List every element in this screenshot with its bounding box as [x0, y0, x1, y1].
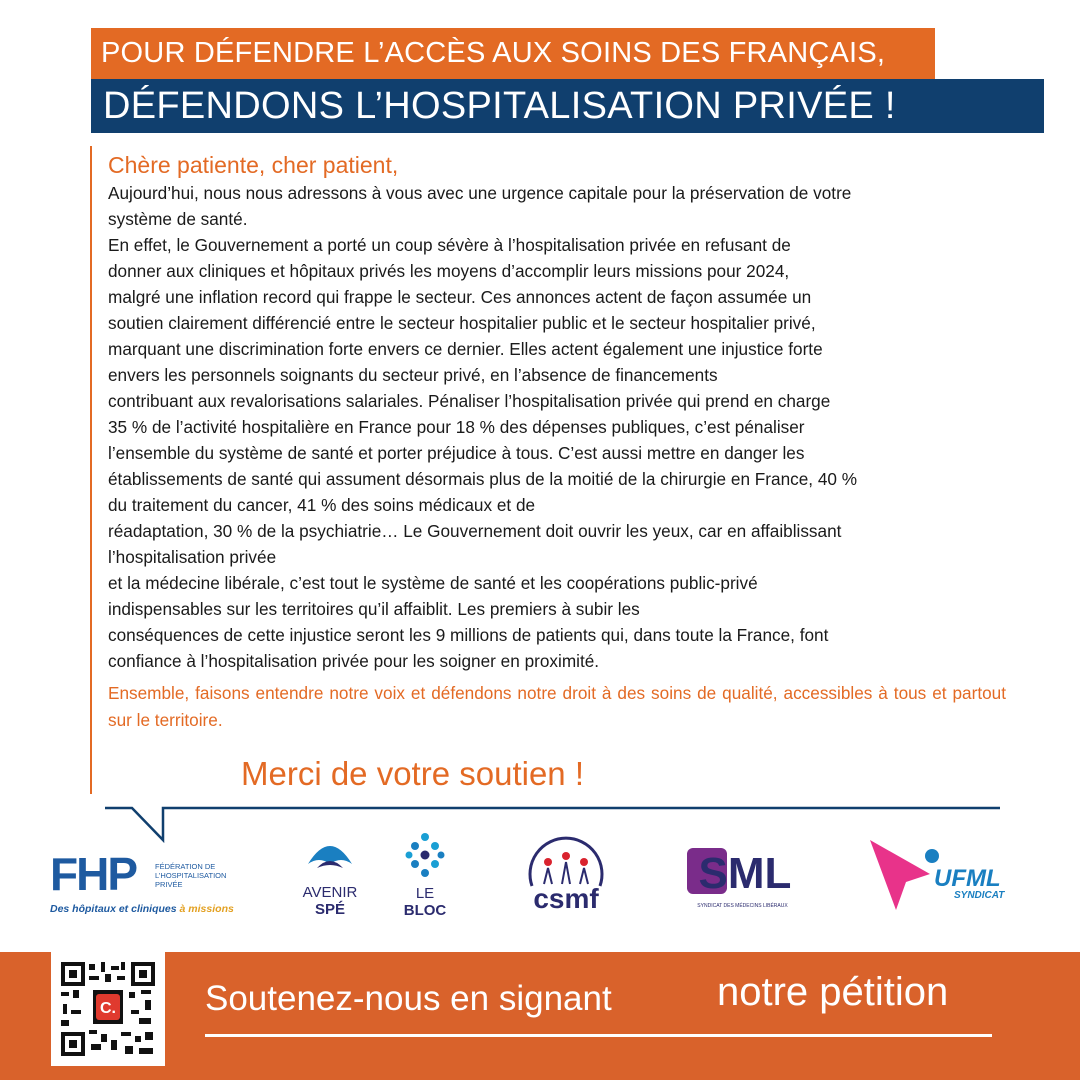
- qr-center-letter: C.: [100, 1000, 116, 1017]
- qr-code-icon: [59, 960, 157, 1058]
- le-bloc-logo: [395, 832, 455, 924]
- letter-line: réadaptation, 30 % de la psychiatrie… Le Gouvernement doit ouvrir les yeux, car en affaiblissant: [108, 521, 842, 541]
- partner-logos: [0, 820, 1080, 940]
- avenir-spe-emblem-icon: [305, 834, 355, 876]
- le-bloc-dots-icon: [403, 832, 447, 878]
- letter-line: marquant une discrimination forte envers ce dernier. Elles actent également une injustice forte: [108, 339, 823, 359]
- letter-line: l’ensemble du système de santé et porter préjudice à tous. C’est aussi mettre en danger les: [108, 443, 805, 463]
- avenir-line1: AVENIR: [302, 884, 358, 901]
- letter-line: Aujourd’hui, nous nous adressons à vous avec une urgence capitale pour la préservation de votre: [108, 183, 852, 203]
- ufml-text: UFML: [934, 865, 1001, 892]
- letter-line: et la médecine libérale, c’est tout le système de santé et les coopérations public-privé: [108, 573, 758, 593]
- petition-footer: [0, 952, 1080, 1080]
- letter-line: contribuant aux revalorisations salariales. Pénaliser l’hospitalisation privée qui prend en charge: [108, 391, 831, 411]
- sml-subtitle: SYNDICAT DES MÉDECINS LIBÉRAUX: [697, 903, 788, 909]
- avenir-spe-logo: [290, 834, 370, 924]
- ufml-mark-icon: [866, 834, 1008, 914]
- sml-logo: [685, 840, 800, 912]
- letter-line: du traitement du cancer, 41 % des soins médicaux et de: [108, 495, 536, 515]
- letter-line: indispensables sur les territoires qu’il affaiblit. Les premiers à subir les: [108, 599, 640, 619]
- letter-line: envers les personnels soignants du secteur privé, en l’absence de financements: [108, 365, 718, 385]
- bloc-line2: BLOC: [403, 902, 447, 919]
- ufml-logo: [866, 834, 1008, 914]
- letter-line: donner aux cliniques et hôpitaux privés les moyens d’accomplir leurs missions pour 2024,: [108, 261, 790, 281]
- csmf-text: csmf: [533, 883, 599, 914]
- left-accent-rule: [90, 146, 92, 794]
- petition-prompt: Soutenez-nous en signant: [205, 979, 612, 1018]
- headline-line-2: DÉFENDONS L’HOSPITALISATION PRIVÉE !: [91, 79, 1044, 133]
- footer-underline: [205, 1034, 992, 1037]
- letter-line: 35 % de l’activité hospitalière en France pour 18 % des dépenses publiques, c’est pénaliser: [108, 417, 805, 437]
- fhp-tagline-accent: à missions: [179, 903, 234, 915]
- closing-call-to-action: Ensemble, faisons entendre notre voix et défendons notre droit à des soins de qualité, accessibles à tous et partout sur le territoire.: [108, 683, 1006, 730]
- sml-mark-icon: [685, 840, 800, 900]
- letter-line: conséquences de cette injustice seront les 9 millions de patients qui, dans toute la France, font: [108, 625, 829, 645]
- letter-line: système de santé.: [108, 209, 248, 229]
- letter-line: En effet, le Gouvernement a porté un coup sévère à l’hospitalisation privée en refusant de: [108, 235, 791, 255]
- petition-qr-code[interactable]: [51, 952, 165, 1066]
- fhp-logo: [50, 850, 235, 918]
- avenir-line2: SPÉ: [314, 901, 345, 918]
- csmf-emblem-icon: [518, 832, 614, 916]
- petition-link-text[interactable]: notre pétition: [717, 970, 949, 1014]
- letter-line: confiance à l’hospitalisation privée pour les soigner en proximité.: [108, 651, 600, 671]
- csmf-logo: [518, 832, 614, 916]
- salutation: Chère patiente, cher patient,: [108, 152, 399, 178]
- letter-line: soutien clairement différencié entre le secteur hospitalier public et le secteur hospitalier privé,: [108, 313, 816, 333]
- fhp-tagline-main: Des hôpitaux et cliniques: [50, 903, 177, 915]
- ufml-subtitle: SYNDICAT: [954, 890, 1005, 901]
- sml-text: SML: [698, 849, 792, 898]
- letter-paragraph: [108, 180, 1018, 674]
- letter-line: l’hospitalisation privée: [108, 547, 277, 567]
- letter-body: [108, 150, 1018, 734]
- thanks-message: Merci de votre soutien !: [241, 755, 584, 792]
- fhp-mark: FHP: [50, 848, 136, 900]
- bloc-line1: LE: [415, 885, 435, 902]
- letter-line: établissements de santé qui assument désormais plus de la moitié de la chirurgie en France, 40 %: [108, 469, 858, 489]
- fhp-tagline: [50, 903, 234, 915]
- letter-line: malgré une inflation record qui frappe le secteur. Ces annonces actent de façon assumée un: [108, 287, 812, 307]
- headline-line-1: POUR DÉFENDRE L’ACCÈS AUX SOINS DES FRANÇAIS,: [91, 28, 935, 79]
- fhp-name: FÉDÉRATION DE L’HOSPITALISATION PRIVÉE: [155, 862, 227, 889]
